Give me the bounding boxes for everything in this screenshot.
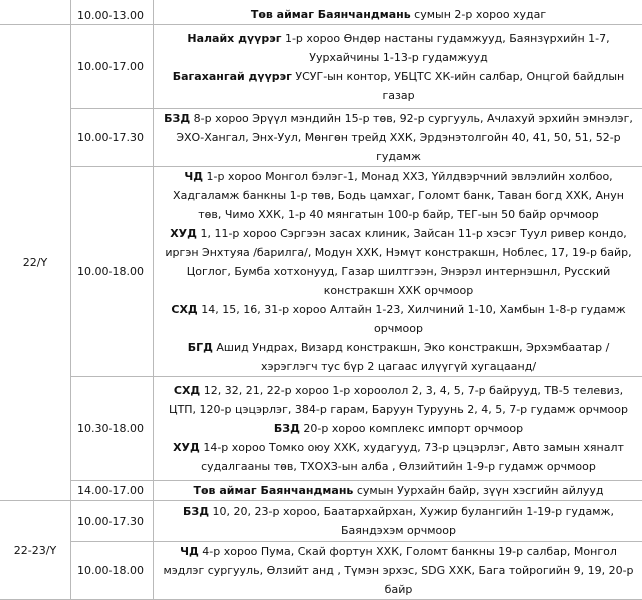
district-name: ХУД: [170, 227, 197, 240]
district-name: БГД: [188, 341, 213, 354]
area-text: сумын Уурхайн байр, зүүн хэсгийн айлууд: [353, 484, 603, 497]
area-paragraph: [160, 109, 637, 166]
area-paragraph: [160, 29, 637, 67]
area-text: 4-р хороо Пума, Скай фортун ХХК, Голомт банкны 19-р салбар, Монгол мэдлэг сургууль, Өлзийт анд , Түмэн эрхэс, SDG ХХК, Бага тойрогийн 9, 19, 20-р байр: [163, 545, 633, 596]
area-text: 20-р хороо комплекс импорт орчмоор: [300, 422, 523, 435]
district-name: ЧД: [184, 170, 203, 183]
area-text: 14-р хороо Томко оюу ХХК, худагууд, 73-р цэцэрлэг, Авто замын хяналт судалгааны төв, ТХОХЗ-ын алба , Өлзийтийн 1-9-р гудамж орчмоор: [200, 441, 624, 473]
district-name: БЗД: [164, 112, 190, 125]
description-cell: [154, 0, 642, 25]
description-cell: [154, 167, 642, 377]
time-cell: 14.00-17.00: [71, 481, 154, 501]
area-text: 14, 15, 16, 31-р хороо Алтайн 1-23, Хилчиний 1-10, Хамбын 1-8-р гудамж орчмоор: [198, 303, 626, 335]
area-paragraph: [160, 300, 637, 338]
area-paragraph: [160, 438, 637, 476]
table-row: [0, 0, 642, 25]
table-row: [0, 501, 642, 542]
area-text: 10, 20, 23-р хороо, Баатархайрхан, Хужир булангийн 1-19-р гудамж, Баяндэхэм орчмоор: [209, 505, 614, 537]
description-cell: [154, 25, 642, 109]
district-name: Төв аймаг Баянчандмань: [251, 8, 411, 21]
district-name: БЗД: [183, 505, 209, 518]
area-paragraph: [160, 224, 637, 300]
area-text: 1, 11-р хороо Сэргээн засах клиник, Зайсан 11-р хэсэг Туул ривер кондо, иргэн Энхтуяа /барилга/, Модун ХХК, Нэмүт констракшн, Ноблес, 17, 19-р байр, Цоглог, Бумба хотхонууд, Газар шилтгээн, Энэрэл интернэшнл, Русский констракшн ХХК орчмоор: [165, 227, 631, 297]
table-row: [0, 542, 642, 600]
district-name: Төв аймаг Баянчандмань: [194, 484, 354, 497]
area-paragraph: [160, 419, 637, 438]
time-cell: 10.00-18.00: [71, 167, 154, 377]
area-paragraph: [160, 481, 637, 500]
area-paragraph: [160, 5, 637, 24]
district-name: Багахангай дүүрэг: [173, 70, 292, 83]
district-name: СХД: [171, 303, 197, 316]
table-row: [0, 481, 642, 501]
area-paragraph: [160, 167, 637, 224]
area-text: 12, 32, 21, 22-р хороо 1-р хороолол 2, 3, 4, 5, 7-р байрууд, ТВ-5 телевиз, ЦТП, 120-р цэцэрлэг, 384-р гарам, Баруун Туруунь 2, 4, 5, 7-р гудамж орчмоор: [169, 384, 628, 416]
district-name: БЗД: [274, 422, 300, 435]
table-row: [0, 109, 642, 167]
district-name: СХД: [174, 384, 200, 397]
area-text: сумын 2-р хороо худаг: [411, 8, 547, 21]
date-cell: 22-23/Y: [0, 501, 71, 600]
area-paragraph: [160, 67, 637, 105]
table-row: [0, 377, 642, 481]
date-cell: 22/Y: [0, 25, 71, 501]
area-text: 1-р хороо Өндөр настаны гудамжууд, Баянзүрхийн 1-7, Уурхайчины 1-13-р гудамжууд: [281, 32, 609, 64]
area-paragraph: [160, 542, 637, 599]
area-text: Ашид Ундрах, Визард констракшн, Эко констракшн, Эрхэмбаатар /хэрэглэгч тус бүр 2 цагаас илүүгүй хугацаанд/: [213, 341, 609, 373]
area-paragraph: [160, 381, 637, 419]
description-cell: [154, 377, 642, 481]
area-text: УСУГ-ын контор, УБЦТС ХК-ийн салбар, Онцгой байдлын газар: [292, 70, 624, 102]
description-cell: [154, 542, 642, 600]
area-text: 1-р хороо Монгол бэлэг-1, Монад ХХЗ, Үйлдвэрчний эвлэлийн холбоо, Хадгаламж банкны 1-р төв, Бодь цамхаг, Голомт банк, Таван богд ХХК, Анун төв, Чимо ХХК, 1-р 40 мянгатын 100-р байр, ТЕГ-ын 50 байр орчмоор: [173, 170, 624, 221]
time-cell: 10.00-13.00: [71, 0, 154, 25]
time-cell: 10.00-17.00: [71, 25, 154, 109]
description-cell: [154, 481, 642, 501]
district-name: ЧД: [180, 545, 199, 558]
area-paragraph: [160, 502, 637, 540]
district-name: Налайх дүүрэг: [187, 32, 281, 45]
date-cell: [0, 0, 71, 25]
district-name: ХУД: [173, 441, 200, 454]
area-paragraph: [160, 338, 637, 376]
description-cell: [154, 501, 642, 542]
time-cell: 10.30-18.00: [71, 377, 154, 481]
time-cell: 10.00-17.30: [71, 109, 154, 167]
time-cell: 10.00-17.30: [71, 501, 154, 542]
description-cell: [154, 109, 642, 167]
area-text: 8-р хороо Эрүүл мэндийн 15-р төв, 92-р сургууль, Ачлахуй эрхийн эмнэлэг, ЭХО-Хангал, Энх-Уул, Мөнгөн трейд ХХК, Эрдэнэтолгойн 40, 41, 50, 51, 52-р гудамж: [176, 112, 633, 163]
table-row: [0, 167, 642, 377]
time-cell: 10.00-18.00: [71, 542, 154, 600]
table-row: [0, 25, 642, 109]
